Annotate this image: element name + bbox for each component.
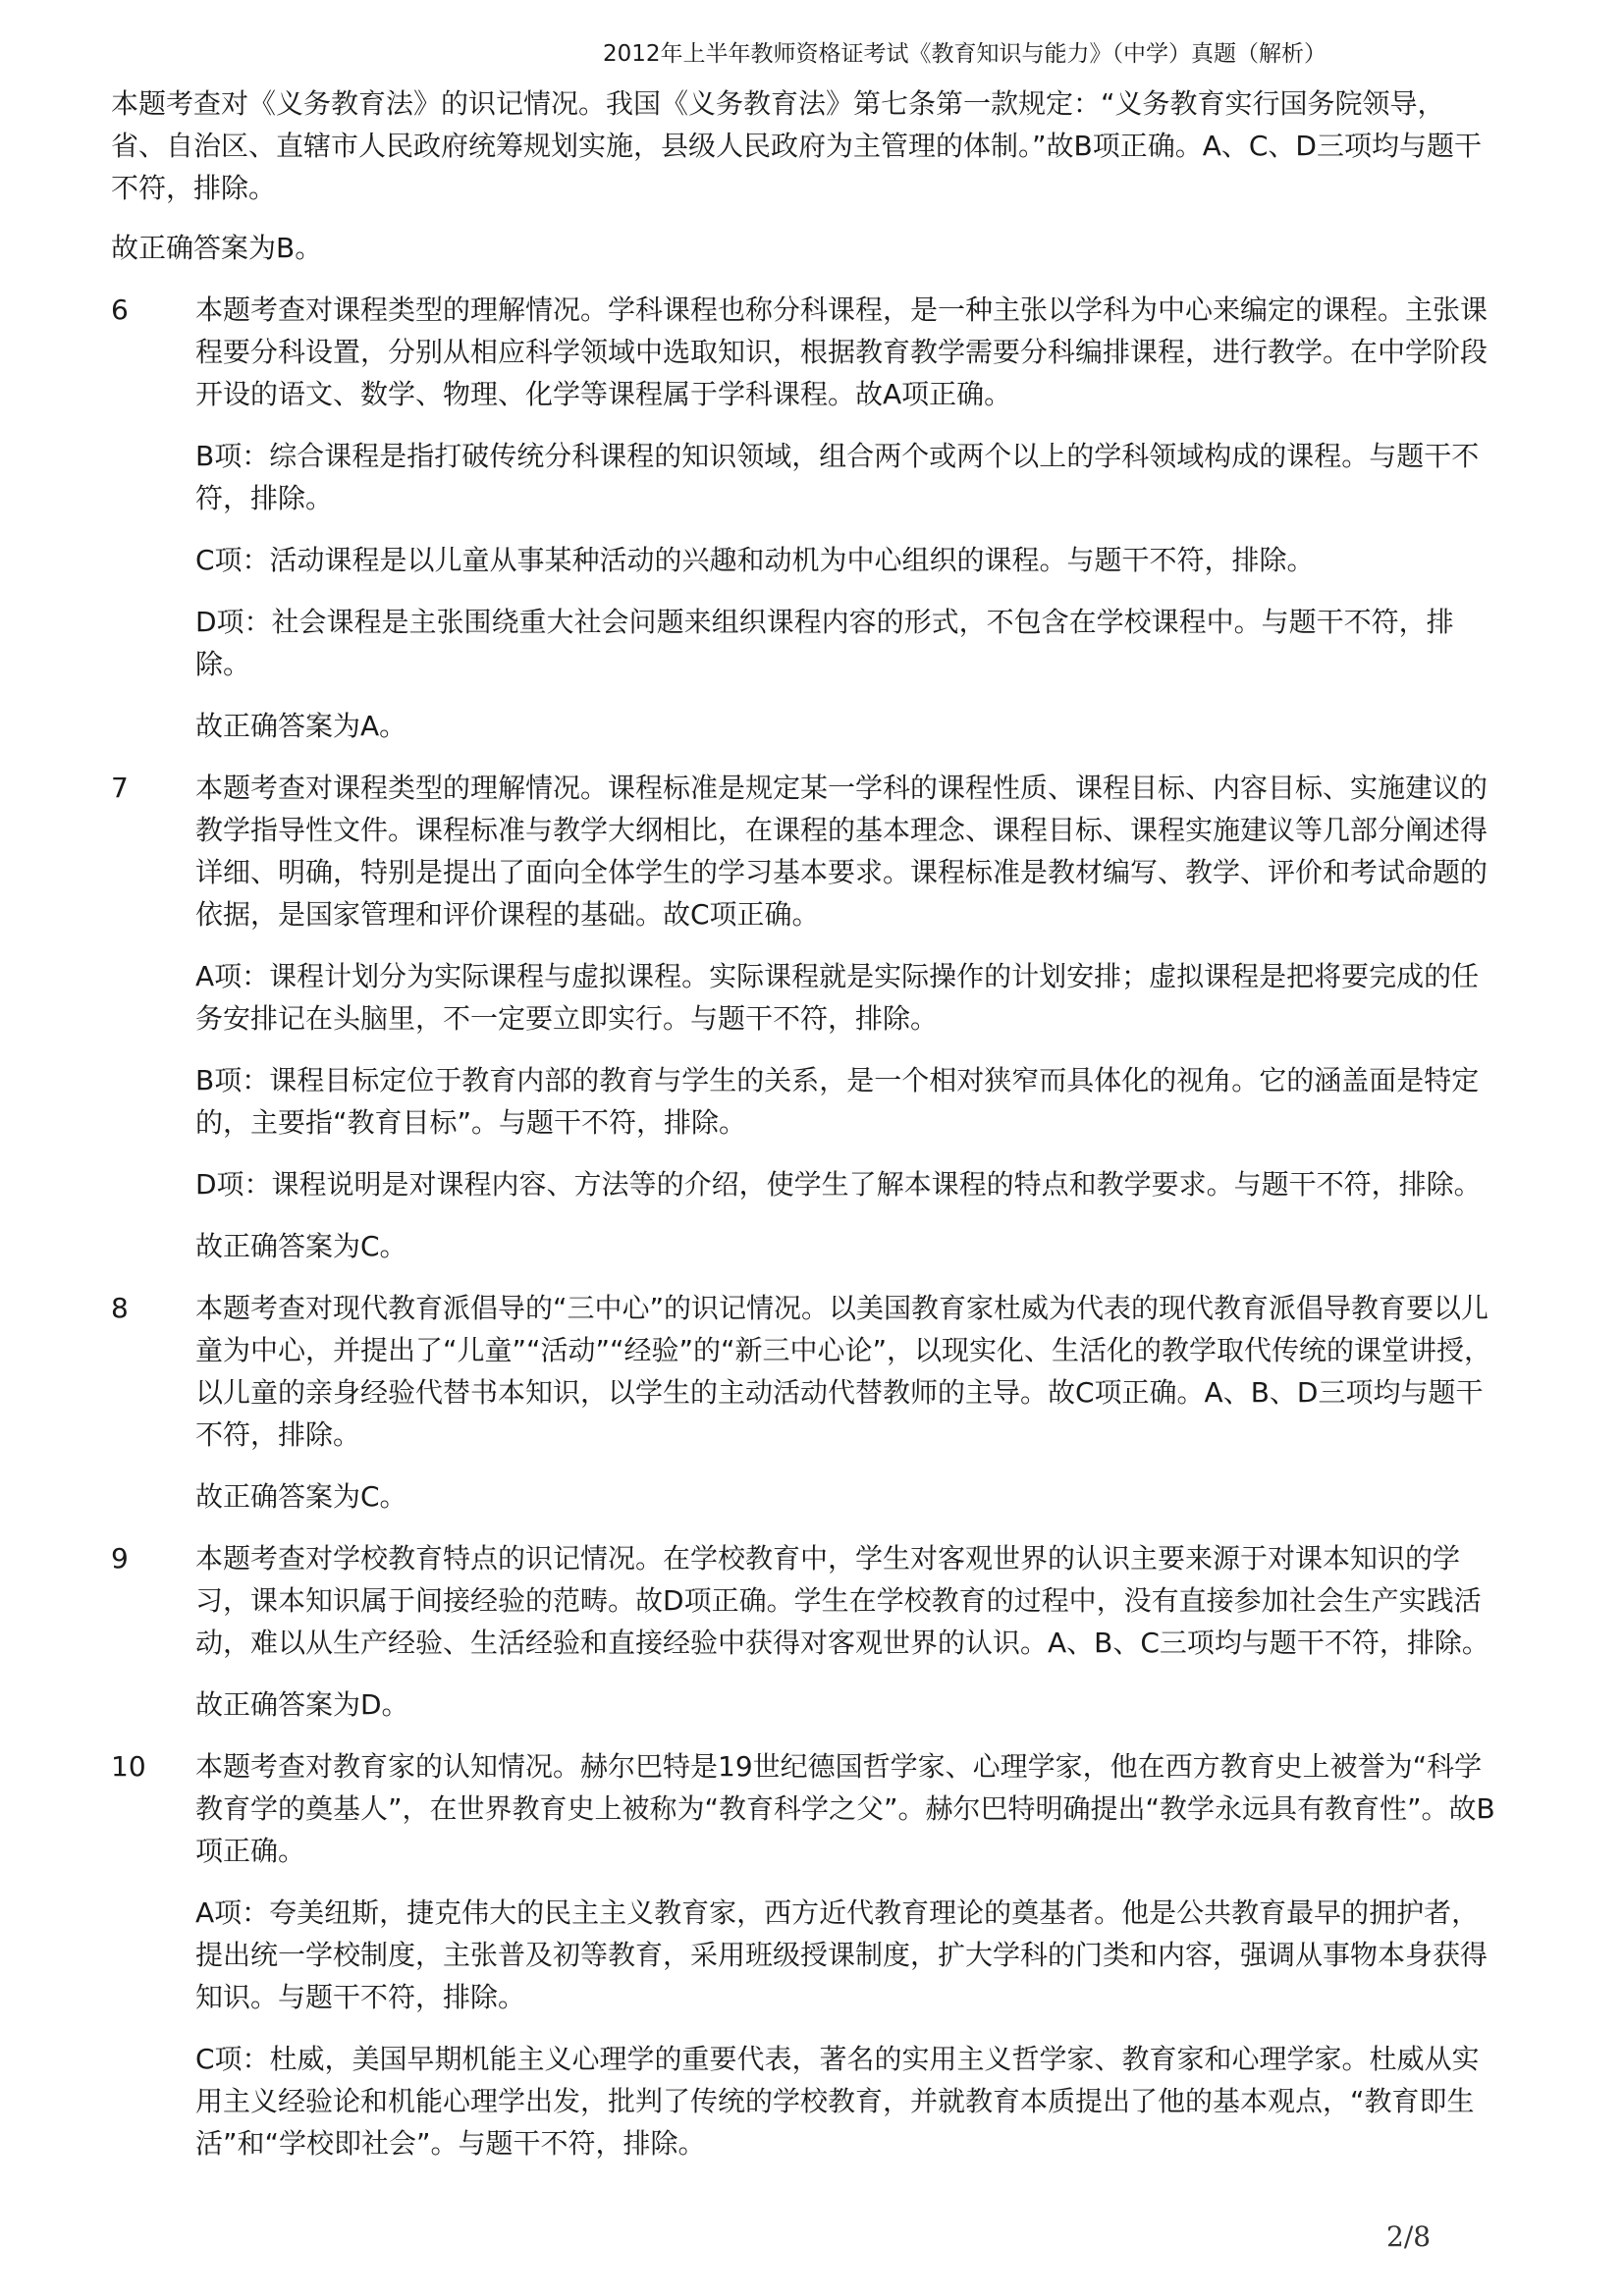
option-a-explanation: A项：课程计划分为实际课程与虚拟课程。实际课程就是实际操作的计划安排；虚拟课程是把将要完成的任务安排记在头脑里，不一定要立即实行。与题干不符，排除。 [195, 960, 1480, 1035]
option-b-explanation: B项：课程目标定位于教育内部的教育与学生的关系，是一个相对狭窄而具体化的视角。它的涵盖面是特定的，主要指“教育目标”。与题干不符，排除。 [195, 1064, 1480, 1139]
question-10 [111, 1745, 1495, 2164]
answer-line: 故正确答案为A。 [195, 710, 407, 742]
option-a-explanation: A项：夸美纽斯，捷克伟大的民主主义教育家，西方近代教育理论的奠基者。他是公共教育最早的拥护者，提出统一学校制度，主张普及初等教育，采用班级授课制度，扩大学科的门类和内容，强调从事物本身获得知识。与题干不符，排除。 [195, 1896, 1489, 2013]
question-6 [111, 289, 1495, 747]
option-c-explanation: C项：杜威，美国早期机能主义心理学的重要代表，著名的实用主义哲学家、教育家和心理学家。杜威从实用主义经验论和机能心理学出发，批判了传统的学校教育，并就教育本质提出了他的基本观点，“教育即生活”和“学校即社会”。与题干不符，排除。 [195, 2043, 1480, 2160]
intro-section [111, 82, 1495, 269]
question-8 [111, 1287, 1495, 1518]
question-number: 9 [111, 1542, 129, 1575]
option-d-explanation: D项：社会课程是主张围绕重大社会问题来组织课程内容的形式，不包含在学校课程中。与题干不符，排除。 [195, 606, 1454, 680]
question-paragraph: 本题考查对教育家的认知情况。赫尔巴特是19世纪德国哲学家、心理学家，他在西方教育史上被誉为“科学教育学的奠基人”，在世界教育史上被称为“教育科学之父”。赫尔巴特明确提出“教学永远具有教育性”。故B项正确。 [195, 1750, 1495, 1867]
option-d-explanation: D项：课程说明是对课程内容、方法等的介绍，使学生了解本课程的特点和教学要求。与题干不符，排除。 [195, 1168, 1482, 1201]
document-body [111, 82, 1495, 2164]
question-paragraph: 本题考查对现代教育派倡导的“三中心”的识记情况。以美国教育家杜威为代表的现代教育派倡导教育要以儿童为中心，并提出了“儿童”“活动”“经验”的“新三中心论”，以现实化、生活化的教学取代传统的课堂讲授，以儿童的亲身经验代替书本知识，以学生的主动活动代替教师的主导。故C项正确。A、B、D三项均与题干不符，排除。 [195, 1292, 1492, 1451]
question-number: 10 [111, 1750, 146, 1783]
question-number: 7 [111, 772, 129, 804]
question-paragraph: 本题考查对学校教育特点的识记情况。在学校教育中，学生对客观世界的认识主要来源于对课本知识的学习，课本知识属于间接经验的范畴。故D项正确。学生在学校教育的过程中，没有直接参加社会生产实践活动，难以从生产经验、生活经验和直接经验中获得对客观世界的认识。A、B、C三项均与题干不符，排除。 [195, 1542, 1489, 1659]
answer-line: 故正确答案为D。 [195, 1688, 409, 1721]
intro-answer: 故正确答案为B。 [111, 232, 323, 264]
question-number: 8 [111, 1292, 129, 1324]
page-header: 2012年上半年教师资格证考试《教育知识与能力》（中学）真题（解析） [603, 41, 1327, 67]
question-7 [111, 767, 1495, 1267]
option-b-explanation: B项：综合课程是指打破传统分科课程的知识领域，组合两个或两个以上的学科领域构成的课程。与题干不符，排除。 [195, 440, 1480, 514]
intro-paragraph: 本题考查对《义务教育法》的识记情况。我国《义务教育法》第七条第一款规定：“义务教育实行国务院领导，省、自治区、直辖市人民政府统筹规划实施，县级人民政府为主管理的体制。”故B项正确。A、C、D三项均与题干不符，排除。 [111, 87, 1482, 204]
option-c-explanation: C项：活动课程是以儿童从事某种活动的兴趣和动机为中心组织的课程。与题干不符，排除。 [195, 544, 1315, 576]
question-9 [111, 1537, 1495, 1726]
page-number: 2/8 [1386, 2220, 1432, 2253]
question-number: 6 [111, 294, 129, 326]
answer-line: 故正确答案为C。 [195, 1230, 407, 1262]
question-paragraph: 本题考查对课程类型的理解情况。学科课程也称分科课程，是一种主张以学科为中心来编定的课程。主张课程要分科设置，分别从相应科学领域中选取知识，根据教育教学需要分科编排课程，进行教学。在中学阶段开设的语文、数学、物理、化学等课程属于学科课程。故A项正确。 [195, 294, 1489, 410]
question-paragraph: 本题考查对课程类型的理解情况。课程标准是规定某一学科的课程性质、课程目标、内容目标、实施建议的教学指导性文件。课程标准与教学大纲相比，在课程的基本理念、课程目标、课程实施建议等几部分阐述得详细、明确，特别是提出了面向全体学生的学习基本要求。课程标准是教材编写、教学、评价和考试命题的依据，是国家管理和评价课程的基础。故C项正确。 [195, 772, 1489, 931]
answer-line: 故正确答案为C。 [195, 1480, 407, 1513]
